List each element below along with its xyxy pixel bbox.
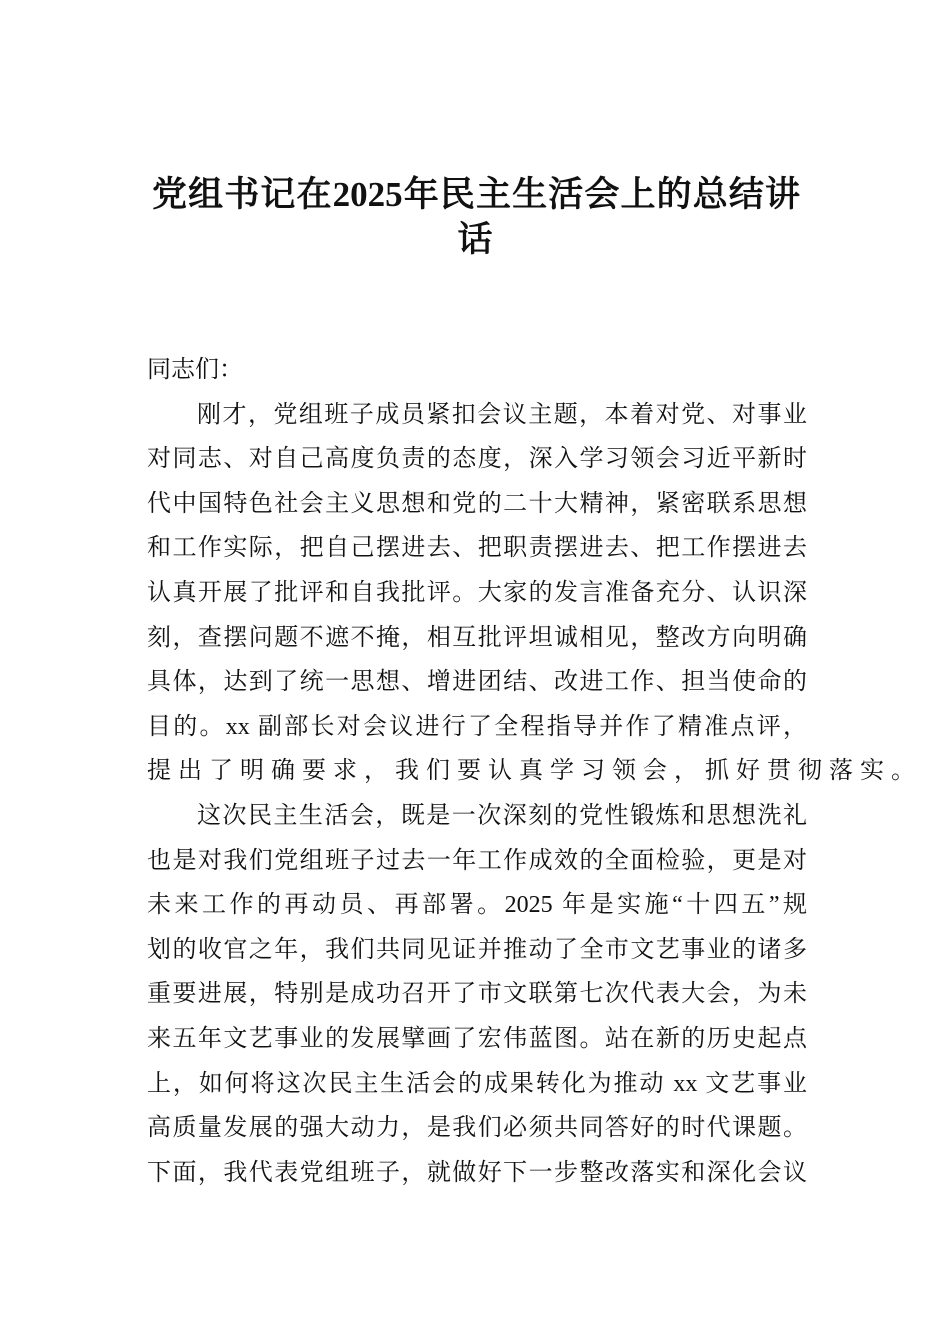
paragraph-line: 重要进展，特别是成功召开了市文联第七次代表大会，为未 <box>147 981 807 1008</box>
document-title-line-2: 话 <box>457 220 493 259</box>
paragraph-line: 提出了明确要求，我们要认真学习领会，抓好贯彻落实。 <box>147 758 922 785</box>
paragraph-line: 上，如何将这次民主生活会的成果转化为推动 xx 文艺事业 <box>147 1070 807 1097</box>
paragraph-line: 下面，我代表党组班子，就做好下一步整改落实和深化会议 <box>147 1159 807 1186</box>
paragraph-line: 来五年文艺事业的发展擘画了宏伟蓝图。站在新的历史起点 <box>147 1025 807 1052</box>
paragraph-line: 刻，查摆问题不遮不掩，相互批评坦诚相见，整改方向明确 <box>147 624 807 651</box>
paragraph <box>147 393 922 794</box>
paragraph-line: 刚才，党组班子成员紧扣会议主题，本着对党、对事业 <box>197 401 807 428</box>
paragraph-line: 高质量发展的强大动力，是我们必须共同答好的时代课题。 <box>147 1115 807 1142</box>
paragraph-line: 对同志、对自己高度负责的态度，深入学习领会习近平新时 <box>147 446 807 473</box>
paragraph-line: 认真开展了批评和自我批评。大家的发言准备充分、认识深 <box>147 579 807 606</box>
document-body <box>147 348 922 1195</box>
paragraph-line: 和工作实际，把自己摆进去、把职责摆进去、把工作摆进去 <box>147 535 807 562</box>
paragraph <box>147 794 807 1195</box>
paragraph-line: 未来工作的再动员、再部署。2025 年是实施“十四五”规 <box>147 892 807 919</box>
paragraph-line: 目的。xx 副部长对会议进行了全程指导并作了精准点评， <box>147 713 807 740</box>
paragraph-line: 代中国特色社会主义思想和党的二十大精神，紧密联系思想 <box>147 490 807 517</box>
document-title-line-1: 党组书记在2025年民主生活会上的总结讲 <box>152 175 800 214</box>
paragraph-line: 这次民主生活会，既是一次深刻的党性锻炼和思想洗礼 <box>197 802 807 829</box>
paragraph-line: 划的收官之年，我们共同见证并推动了全市文艺事业的诸多 <box>147 936 807 963</box>
paragraph-line: 也是对我们党组班子过去一年工作成效的全面检验，更是对 <box>147 847 807 874</box>
salutation: 同志们： <box>147 357 243 383</box>
paragraph-line: 具体，达到了统一思想、增进团结、改进工作、担当使命的 <box>147 669 807 696</box>
